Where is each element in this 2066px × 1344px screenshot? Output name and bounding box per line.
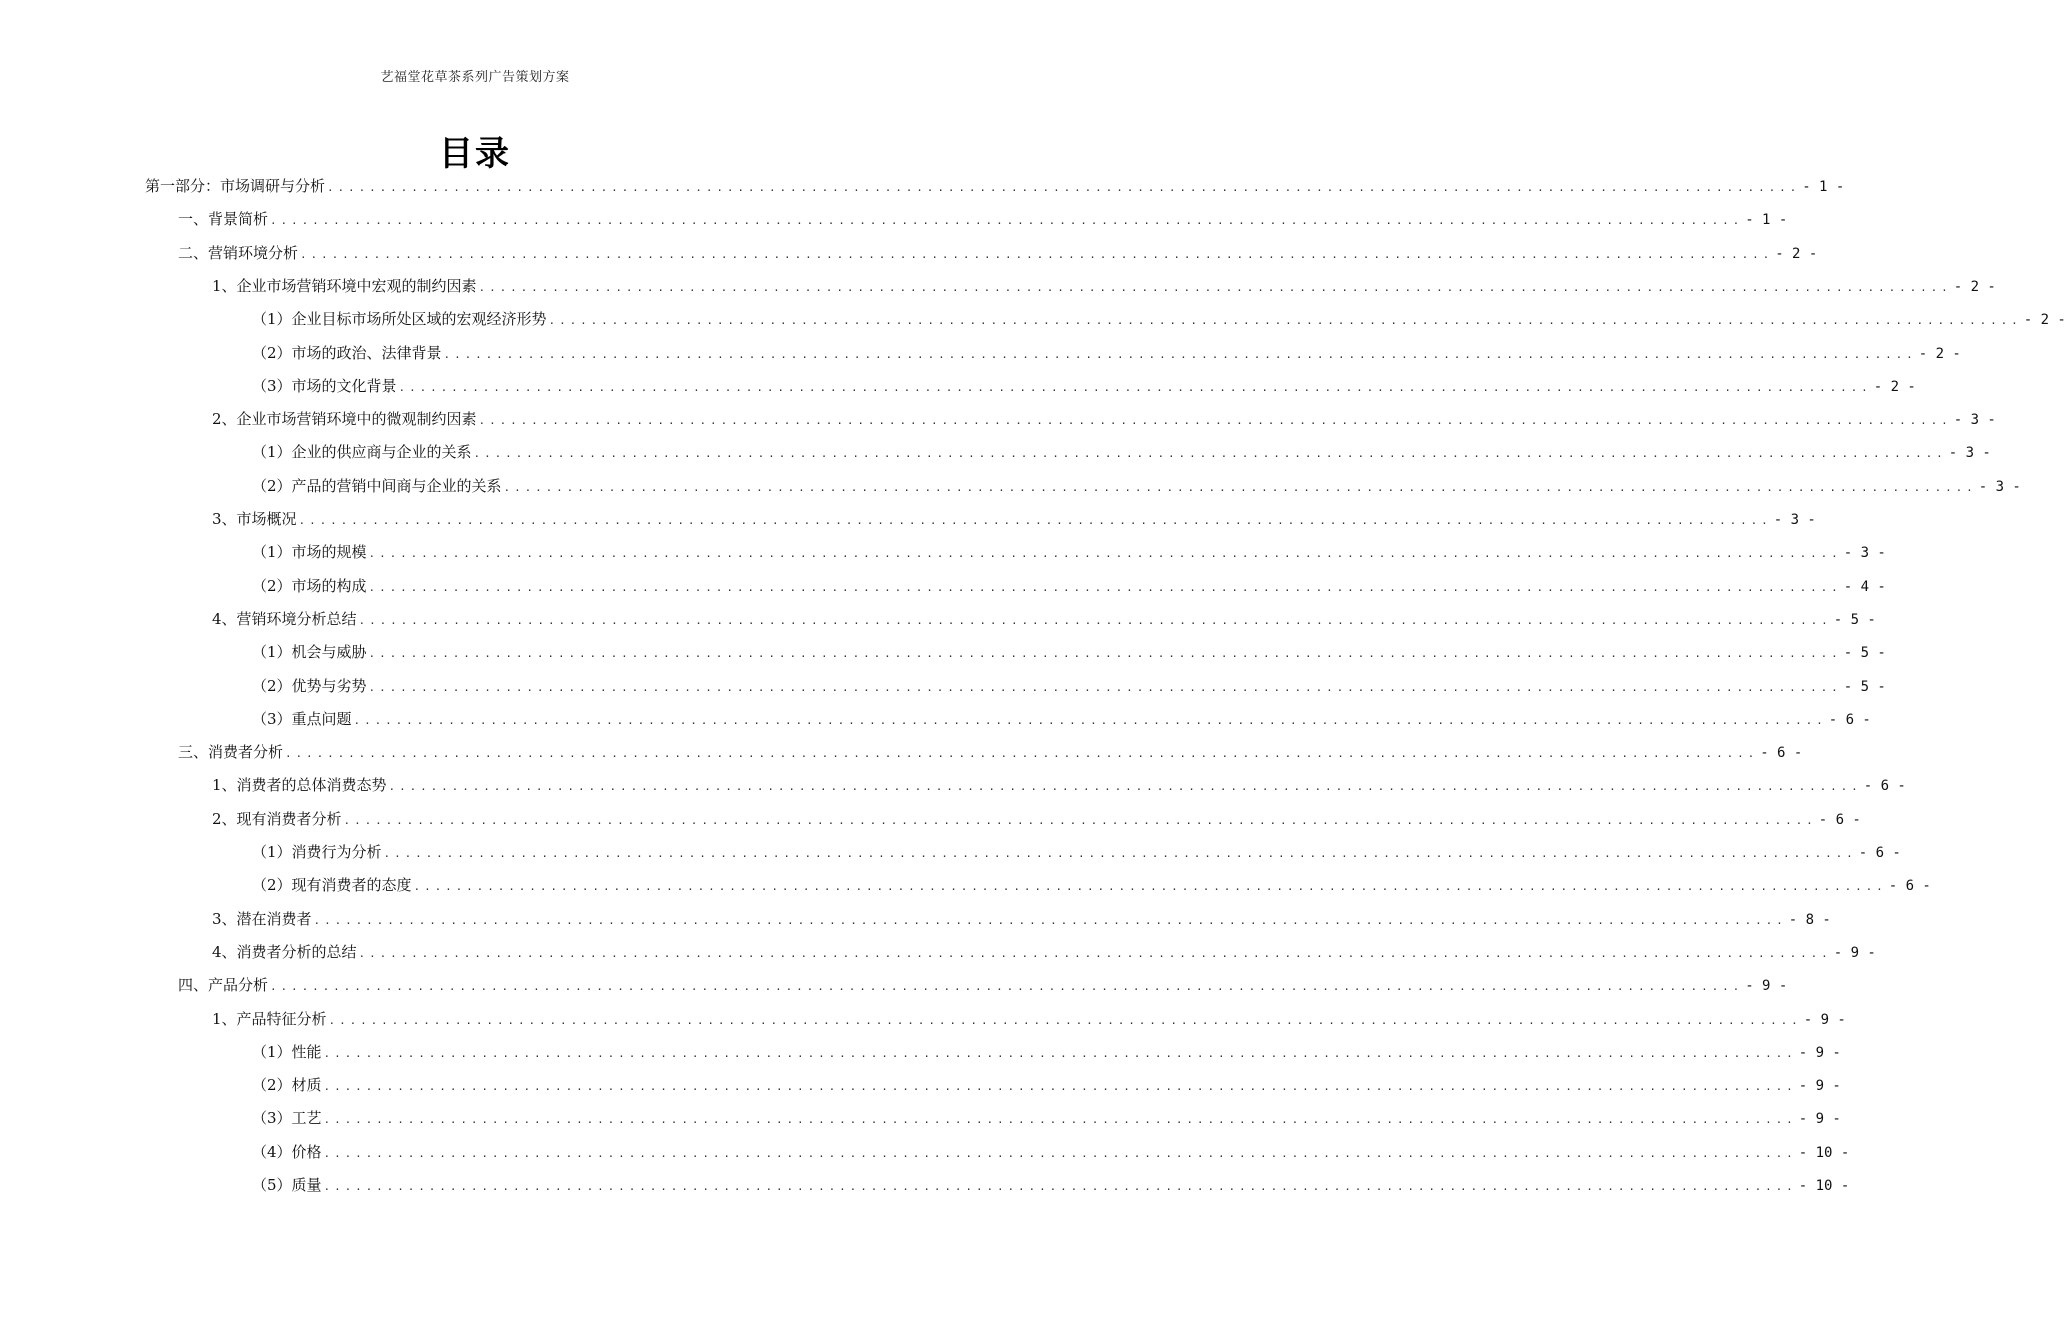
- toc-page-number: - 6 -: [1888, 878, 1931, 895]
- toc-dot-leader: ............................................................................................................................................: [368, 680, 1842, 694]
- toc-page-number: - 2 -: [2023, 312, 2066, 329]
- toc-dot-leader: ............................................................................................................................................: [323, 1113, 1797, 1127]
- toc-dot-leader: ............................................................................................................................................: [323, 1180, 1797, 1193]
- toc-entry[interactable]: [212, 769, 1906, 802]
- toc-page-number: - 5 -: [1833, 611, 1876, 628]
- toc-dot-leader: ............................................................................................................................................: [313, 913, 1787, 927]
- toc-dot-leader: ............................................................................................................................................: [323, 1146, 1797, 1160]
- toc-entry-text: 1、产品特征分析: [212, 1009, 327, 1028]
- toc-entry[interactable]: [178, 736, 1803, 769]
- toc-entry[interactable]: [212, 936, 1876, 969]
- toc-entry-text: （3）工艺: [252, 1109, 322, 1128]
- toc-entry-text: （1）机会与威胁: [252, 643, 367, 662]
- toc-dot-leader: ............................................................................................................................................: [413, 880, 1887, 894]
- toc-page-number: - 1 -: [1745, 212, 1788, 229]
- toc-page-number: - 1 -: [1802, 179, 1845, 195]
- running-header: 艺福堂花草茶系列广告策划方案: [380, 70, 570, 85]
- toc-entry[interactable]: [252, 703, 1871, 736]
- toc-page-number: - 6 -: [1858, 845, 1901, 861]
- toc-entry-text: 4、消费者分析的总结: [212, 942, 357, 961]
- toc-entry-text: （1）企业的供应商与企业的关系: [252, 443, 472, 462]
- toc-entry[interactable]: [252, 536, 1886, 569]
- toc-entry-text: 2、企业市场营销环境中的微观制约因素: [212, 410, 477, 429]
- toc-dot-leader: ............................................................................................................................................: [328, 1013, 1802, 1027]
- toc-entry-text: 一、背景简析: [178, 210, 269, 229]
- toc-entry[interactable]: [212, 1003, 1846, 1036]
- toc-page-number: - 2 -: [1918, 345, 1961, 362]
- toc-page-number: - 6 -: [1828, 711, 1871, 728]
- toc-entry-text: （5）质量: [252, 1176, 322, 1194]
- toc-entry[interactable]: [212, 403, 1996, 436]
- toc-dot-leader: ............................................................................................................................................: [343, 813, 1817, 827]
- toc-page-number: - 3 -: [1843, 545, 1886, 562]
- toc-page-number: - 6 -: [1863, 778, 1906, 795]
- toc-page-number: - 9 -: [1798, 1044, 1841, 1061]
- toc-entry[interactable]: [252, 636, 1886, 669]
- toc-entry[interactable]: [252, 436, 1991, 469]
- toc-dot-leader: ............................................................................................................................................: [368, 647, 1842, 661]
- toc-dot-leader: ............................................................................................................................................: [443, 347, 1917, 361]
- toc-page-number: - 9 -: [1833, 944, 1876, 961]
- toc-page-number: - 6 -: [1818, 811, 1861, 828]
- toc-dot-leader: ............................................................................................................................................: [270, 214, 1744, 228]
- toc-entry[interactable]: [252, 1069, 1841, 1102]
- toc-dot-leader: ............................................................................................................................................: [298, 514, 1772, 527]
- toc-page-number: - 9 -: [1798, 1078, 1841, 1095]
- toc-dot-leader: ............................................................................................................................................: [368, 547, 1842, 561]
- toc-entry-text: 3、潜在消费者: [212, 909, 312, 928]
- toc-entry[interactable]: [252, 1102, 1841, 1135]
- toc-entry[interactable]: [252, 1036, 1841, 1069]
- toc-entry[interactable]: [212, 903, 1831, 936]
- toc-entry[interactable]: [212, 803, 1861, 836]
- toc-page-number: - 10 -: [1798, 1178, 1850, 1194]
- toc-entry-text: 4、营销环境分析总结: [212, 609, 357, 628]
- toc-dot-leader: ............................................................................................................................................: [478, 280, 1952, 294]
- toc-entry[interactable]: [252, 1169, 1850, 1202]
- toc-dot-leader: ............................................................................................................................................: [473, 447, 1947, 461]
- toc-entry-text: （2）产品的营销中间商与企业的关系: [252, 476, 502, 495]
- toc-entry-text: （3）市场的文化背景: [252, 376, 397, 395]
- toc-page-number: - 5 -: [1843, 645, 1886, 662]
- toc-entry[interactable]: [252, 303, 2066, 336]
- toc-entry-text: （2）市场的政治、法律背景: [252, 343, 442, 362]
- toc-page-number: - 2 -: [1953, 278, 1996, 295]
- toc-dot-leader: ............................................................................................................................................: [285, 747, 1759, 761]
- toc-page-number: - 3 -: [1948, 445, 1991, 462]
- toc-dot-leader: ............................................................................................................................................: [503, 480, 1977, 494]
- toc-entry[interactable]: [212, 503, 1816, 536]
- toc-entry-text: （3）重点问题: [252, 709, 352, 728]
- toc-page-number: - 6 -: [1760, 745, 1803, 762]
- toc-dot-leader: ............................................................................................................................................: [388, 780, 1862, 794]
- toc-entry[interactable]: [252, 670, 1886, 703]
- toc-page-number: - 4 -: [1843, 578, 1886, 595]
- toc-dot-leader: ............................................................................................................................................: [398, 380, 1872, 394]
- toc-dot-leader: ............................................................................................................................................: [353, 713, 1827, 727]
- toc-entry-text: （4）价格: [252, 1142, 322, 1161]
- toc-dot-leader: ............................................................................................................................................: [270, 980, 1744, 994]
- toc-entry[interactable]: [252, 370, 1916, 403]
- toc-entry[interactable]: [178, 237, 1818, 270]
- toc-entry-text: 1、企业市场营销环境中宏观的制约因素: [212, 276, 477, 295]
- toc-entry-text: 2、现有消费者分析: [212, 809, 342, 828]
- toc-page-number: - 9 -: [1798, 1111, 1841, 1128]
- toc-entry[interactable]: [212, 270, 1996, 303]
- toc-entry[interactable]: [145, 170, 1845, 203]
- toc-entry-text: （2）市场的构成: [252, 576, 367, 595]
- toc-dot-leader: ............................................................................................................................................: [358, 613, 1832, 627]
- toc-dot-leader: ............................................................................................................................................: [358, 946, 1832, 960]
- toc-page-number: - 2 -: [1775, 245, 1818, 262]
- toc-dot-leader: ............................................................................................................................................: [327, 181, 1801, 194]
- toc-dot-leader: ............................................................................................................................................: [368, 580, 1842, 594]
- toc-entry-text: 第一部分：市场调研与分析: [145, 177, 326, 195]
- toc-entry[interactable]: [178, 203, 1788, 236]
- toc-page-number: - 3 -: [1978, 478, 2021, 495]
- toc-entry[interactable]: [252, 470, 2021, 503]
- toc-dot-leader: ............................................................................................................................................: [478, 414, 1952, 428]
- toc-entry[interactable]: [252, 1136, 1850, 1169]
- toc-entry[interactable]: [252, 337, 1961, 370]
- toc-dot-leader: ............................................................................................................................................: [383, 847, 1857, 860]
- toc-entry-text: 1、消费者的总体消费态势: [212, 776, 387, 795]
- toc-entry[interactable]: [252, 836, 1901, 869]
- toc-page-number: - 3 -: [1773, 512, 1816, 528]
- toc-dot-leader: ............................................................................................................................................: [300, 247, 1774, 261]
- toc-entry-text: （2）现有消费者的态度: [252, 876, 412, 895]
- toc-title: 目录: [439, 134, 511, 174]
- toc-entry[interactable]: [178, 969, 1788, 1002]
- toc-entry-text: 四、产品分析: [178, 976, 269, 995]
- toc-page-number: - 9 -: [1803, 1011, 1846, 1028]
- toc-page-number: - 10 -: [1798, 1144, 1850, 1161]
- toc-page-number: - 9 -: [1745, 978, 1788, 995]
- toc-page-number: - 8 -: [1788, 911, 1831, 928]
- toc-entry-text: （2）材质: [252, 1076, 322, 1095]
- toc-entry-text: （1）消费行为分析: [252, 843, 382, 861]
- toc-entry[interactable]: [252, 869, 1931, 902]
- toc-entry-text: 3、市场概况: [212, 510, 297, 528]
- toc-entry-text: （2）优势与劣势: [252, 676, 367, 695]
- toc-entry-text: 三、消费者分析: [178, 743, 284, 762]
- toc-page-number: - 2 -: [1873, 378, 1916, 395]
- toc-dot-leader: ............................................................................................................................................: [548, 314, 2022, 328]
- toc-page-number: - 3 -: [1953, 412, 1996, 429]
- toc-dot-leader: ............................................................................................................................................: [323, 1080, 1797, 1094]
- toc-entry-text: （1）市场的规模: [252, 543, 367, 562]
- toc-entry-text: （1）性能: [252, 1042, 322, 1061]
- toc-page-number: - 5 -: [1843, 678, 1886, 695]
- toc-entry[interactable]: [212, 603, 1876, 636]
- toc-entry-text: （1）企业目标市场所处区域的宏观经济形势: [252, 310, 547, 329]
- toc-entry[interactable]: [252, 570, 1886, 603]
- toc-entry-text: 二、营销环境分析: [178, 243, 299, 262]
- toc-dot-leader: ............................................................................................................................................: [323, 1046, 1797, 1060]
